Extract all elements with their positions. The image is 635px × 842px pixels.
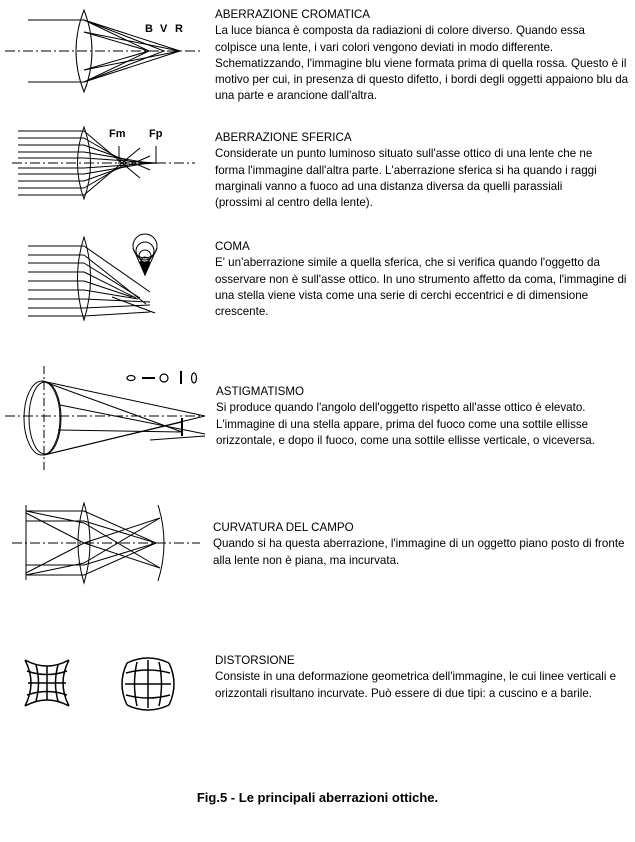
section-title: ASTIGMATISMO [216,385,305,398]
label-violet: V [160,23,168,35]
field-curvature-figure [12,503,200,583]
section-title: COMA [215,240,250,253]
figure-caption: Fig.5 - Le principali aberrazioni ottiche. [196,790,439,805]
section-body: Quando si ha questa aberrazione, l'immagine di un oggetto piano posto di fronte alla lente non è piana, ma incurvata. [213,537,625,567]
section-field-curvature [213,520,630,569]
section-body: Considerate un punto luminoso situato sull'asse ottico di una lente che ne forma l'immagine dall'altra parte. L'aberrazione sferica si ha quando i raggi marginali vanno a fuoco ad una distanza diversa da quelli parassiali (prossimi al centro della lente). [215,147,597,210]
section-body: Consiste in una deformazione geometrica dell'immagine, le cui linee verticali e orizzontali risultano incurvate. Può essere di due tipi: a cuscino e a barile. [215,670,617,700]
section-body: Si produce quando l'angolo dell'oggetto rispetto all'asse ottico è elevato. L'immagine di una stella appare, prima del fuoco come una sottile ellisse orizzontale, e dopo il fuoco, come una sottile ellisse verticale, o viceversa. [216,401,595,447]
section-title: DISTORSIONE [215,654,295,667]
section-coma [215,239,630,320]
label-blue: B [145,23,153,35]
spherical-aberration-figure [12,127,195,199]
chromatic-aberration-figure [5,10,200,92]
label-marginal-focus: Fm [109,128,126,140]
section-spherical [215,130,605,211]
section-title: ABERRAZIONE CROMATICA [215,8,371,21]
section-chromatic [215,7,630,105]
coma-star-image [133,234,157,275]
label-red: R [175,23,183,35]
section-body: La luce bianca è composta da radiazioni di colore diverso. Quando essa colpisce una lente, i vari colori vengono deviati in modo differente. Schematizzando, l'immagine blu viene formata prima di quella rossa. Questo è il motivo per cui, in presenza di questo difetto, i bordi degli oggetti appaiono blu da una parte e arancione dall'altra. [215,24,629,103]
section-title: CURVATURA DEL CAMPO [213,521,354,534]
label-paraxial-focus: Fp [149,128,163,140]
astigmatism-figure [5,366,205,470]
pincushion-distortion-grid [25,660,69,706]
section-body: E' un'aberrazione simile a quella sferica, che si verifica quando l'oggetto da osservare non è sull'asse ottico. In uno strumento affetto da coma, l'immagine di una stella viene vista come una serie di cerchi eccentrici e di dimensione crescente. [215,256,627,319]
astigmatism-ellipses [127,371,197,384]
section-distortion [215,653,630,702]
barrel-distortion-grid [122,658,174,710]
section-astigmatism [216,384,631,449]
section-title: ABERRAZIONE SFERICA [215,131,352,144]
